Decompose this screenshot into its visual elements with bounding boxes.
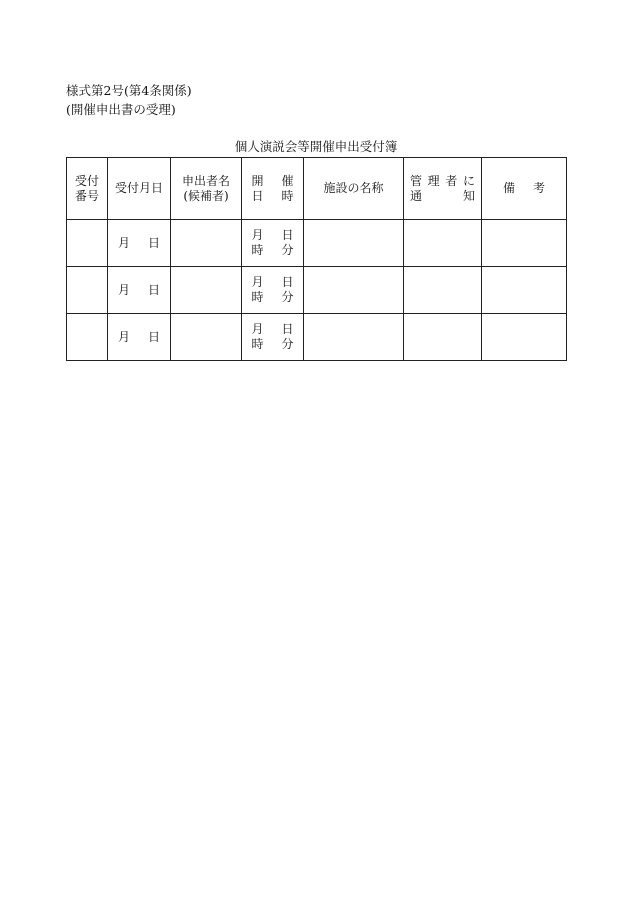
cell-facility-name[interactable] bbox=[304, 267, 404, 314]
date-line bbox=[108, 236, 170, 251]
header-applicant-line2: (候補者) bbox=[183, 188, 229, 203]
day-label: 日 bbox=[281, 275, 294, 289]
cell-manager-notify[interactable] bbox=[404, 314, 482, 361]
ledger-title: 個人演説会等開催申出受付簿 bbox=[234, 139, 398, 154]
cell-manager-notify[interactable] bbox=[404, 220, 482, 267]
cell-remarks[interactable] bbox=[482, 314, 567, 361]
header-receipt-number bbox=[67, 158, 108, 220]
cell-receipt-date[interactable] bbox=[108, 220, 171, 267]
datetime-line1 bbox=[242, 275, 303, 290]
header-receipt-number-line1: 受付 bbox=[74, 173, 99, 188]
header-receipt-date: 受付月日 bbox=[108, 158, 171, 220]
cell-receipt-number[interactable] bbox=[67, 314, 108, 361]
minute-label: 分 bbox=[281, 337, 294, 351]
datetime-line1 bbox=[242, 322, 303, 337]
date-line bbox=[108, 330, 170, 345]
hour-label: 時 bbox=[251, 290, 264, 304]
header-notify-char: 理 bbox=[427, 173, 440, 188]
header-notify-char: 者 bbox=[445, 173, 458, 188]
header-facility-name: 施設の名称 bbox=[304, 158, 404, 220]
day-label: 日 bbox=[281, 228, 294, 242]
table-row bbox=[67, 220, 567, 267]
header-row bbox=[67, 158, 567, 220]
header-datetime-line2 bbox=[242, 189, 303, 204]
header-applicant-line1: 申出者名 bbox=[181, 173, 230, 188]
header-datetime-char: 日 bbox=[251, 188, 264, 203]
minute-label: 分 bbox=[281, 243, 294, 257]
table-row bbox=[67, 267, 567, 314]
hour-label: 時 bbox=[251, 243, 264, 257]
datetime-line1 bbox=[242, 228, 303, 243]
header-remarks-char: 考 bbox=[533, 181, 546, 195]
header-notify-char: 知 bbox=[462, 188, 475, 203]
ledger-table bbox=[66, 157, 567, 361]
cell-receipt-date[interactable] bbox=[108, 267, 171, 314]
cell-receipt-number[interactable] bbox=[67, 220, 108, 267]
cell-receipt-date[interactable] bbox=[108, 314, 171, 361]
cell-remarks[interactable] bbox=[482, 267, 567, 314]
month-label: 月 bbox=[117, 329, 130, 344]
cell-receipt-number[interactable] bbox=[67, 267, 108, 314]
datetime-line2 bbox=[242, 243, 303, 258]
header-notify-char: に bbox=[462, 173, 475, 188]
form-number: 様式第2号(第4条関係) bbox=[66, 83, 192, 98]
header-applicant bbox=[171, 158, 242, 220]
datetime-line2 bbox=[242, 337, 303, 352]
cell-datetime[interactable] bbox=[242, 314, 304, 361]
month-label: 月 bbox=[251, 275, 264, 289]
date-line bbox=[108, 283, 170, 298]
header-notify-line1 bbox=[404, 174, 481, 189]
cell-facility-name[interactable] bbox=[304, 220, 404, 267]
header-notify-char: 管 bbox=[410, 173, 423, 188]
header-datetime-char: 時 bbox=[281, 188, 294, 203]
datetime-line2 bbox=[242, 290, 303, 305]
form-subtitle: (開催申出書の受理) bbox=[66, 102, 176, 117]
cell-applicant[interactable] bbox=[171, 220, 242, 267]
cell-facility-name[interactable] bbox=[304, 314, 404, 361]
header-remarks-line bbox=[482, 181, 566, 196]
header-receipt-number-line2: 番号 bbox=[74, 188, 99, 203]
month-label: 月 bbox=[251, 322, 264, 336]
hour-label: 時 bbox=[251, 337, 264, 351]
header-notify-line2 bbox=[404, 189, 481, 204]
header-datetime-char: 催 bbox=[281, 173, 294, 188]
cell-remarks[interactable] bbox=[482, 220, 567, 267]
header-datetime-line1 bbox=[242, 174, 303, 189]
month-label: 月 bbox=[251, 228, 264, 242]
header-manager-notify bbox=[404, 158, 482, 220]
header-notify-char: 通 bbox=[410, 188, 423, 203]
day-label: 日 bbox=[148, 329, 161, 344]
day-label: 日 bbox=[148, 235, 161, 250]
header-datetime bbox=[242, 158, 304, 220]
cell-manager-notify[interactable] bbox=[404, 267, 482, 314]
minute-label: 分 bbox=[281, 290, 294, 304]
cell-datetime[interactable] bbox=[242, 220, 304, 267]
cell-applicant[interactable] bbox=[171, 267, 242, 314]
day-label: 日 bbox=[148, 282, 161, 297]
month-label: 月 bbox=[117, 282, 130, 297]
header-remarks bbox=[482, 158, 567, 220]
month-label: 月 bbox=[117, 235, 130, 250]
cell-datetime[interactable] bbox=[242, 267, 304, 314]
day-label: 日 bbox=[281, 322, 294, 336]
table-row bbox=[67, 314, 567, 361]
header-datetime-char: 開 bbox=[251, 173, 264, 188]
cell-applicant[interactable] bbox=[171, 314, 242, 361]
header-remarks-char: 備 bbox=[502, 181, 515, 195]
